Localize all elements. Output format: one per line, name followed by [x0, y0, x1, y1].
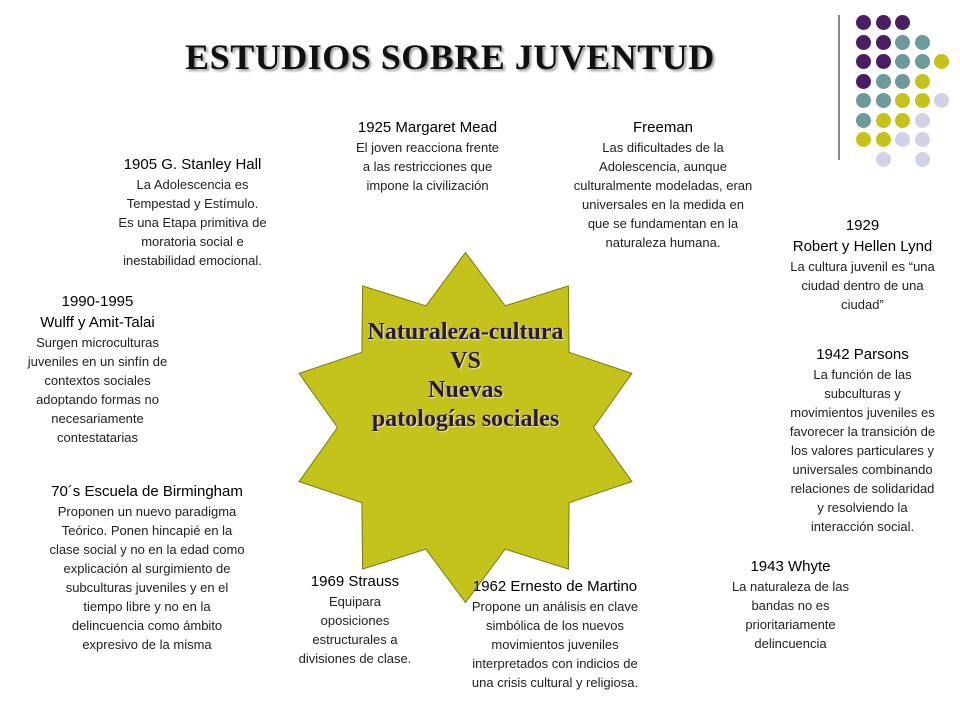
decorative-dot [876, 93, 891, 108]
decorative-dot [856, 35, 871, 50]
decorative-dot [915, 132, 930, 147]
item-hall-body-3: Es una Etapa primitiva de [118, 215, 267, 230]
decorative-dot [895, 132, 910, 147]
item-birmingham-heading: 70´s Escuela de Birmingham [51, 483, 243, 500]
item-parsons-heading: 1942 Parsons [816, 346, 909, 363]
decorative-dot [856, 93, 871, 108]
decorative-dot [934, 54, 949, 69]
decorative-dot [915, 35, 930, 50]
item-martino [440, 576, 670, 692]
decorative-divider [838, 15, 840, 160]
item-strauss-body-3: estructurales a [312, 632, 398, 647]
decorative-dot [876, 35, 891, 50]
central-line-4: patologías sociales [371, 406, 560, 432]
item-parsons-body-4: favorecer la transición de [789, 424, 936, 439]
decorative-dot [876, 132, 891, 147]
decorative-dot [856, 54, 871, 69]
item-wulff-year: 1990-1995 [61, 293, 134, 310]
item-freeman-body-2: Adolescencia, aunque [599, 159, 727, 174]
item-wulff-body-3: contextos sociales [44, 373, 151, 388]
item-birmingham-body-1: Proponen un nuevo paradigma [57, 504, 237, 519]
item-parsons-body-6: universales combinando [792, 462, 933, 477]
item-hall-heading: 1905 G. Stanley Hall [123, 156, 262, 173]
item-wulff-heading: Wulff y Amit-Talai [40, 314, 155, 331]
item-birmingham-body-8: expresivo de la misma [82, 637, 212, 652]
decorative-dot [876, 54, 891, 69]
central-line-3: Nuevas [428, 377, 503, 403]
decorative-dot [915, 152, 930, 167]
item-birmingham-body-3: clase social y no en la edad como [49, 542, 245, 557]
item-parsons [770, 344, 955, 536]
decorative-dot [895, 15, 910, 30]
central-line-2: VS [450, 348, 481, 374]
central-line-1: Naturaleza-cultura [367, 319, 564, 345]
decorative-dot [876, 152, 891, 167]
decorative-dot [915, 54, 930, 69]
item-wulff-body-5: necesariamente [51, 411, 144, 426]
item-parsons-body-5: los valores particulares y [790, 443, 935, 458]
item-parsons-body-2: subculturas y [824, 386, 901, 401]
item-lynd-heading: Robert y Hellen Lynd [792, 238, 933, 255]
item-strauss-heading: 1969 Strauss [310, 573, 400, 590]
item-hall [95, 154, 290, 270]
decorative-dot [915, 113, 930, 128]
item-mead-body-1: El joven reacciona frente [355, 140, 500, 155]
item-birmingham-body-2: Teórico. Ponen hincapié en la [61, 523, 233, 538]
item-wulff-body-1: Surgen microculturas [36, 335, 159, 350]
item-whyte-body-4: delincuencia [754, 636, 827, 651]
item-birmingham-body-4: explicación al surgimiento de [63, 561, 231, 576]
item-mead [330, 117, 525, 195]
item-wulff-body-4: adoptando formas no [36, 392, 159, 407]
item-wulff [5, 291, 190, 447]
decorative-dot [895, 35, 910, 50]
item-lynd-body-3: ciudad” [841, 297, 884, 312]
decorative-dot [895, 54, 910, 69]
item-freeman-body-6: naturaleza humana. [605, 235, 721, 250]
item-martino-body-3: movimientos juveniles [491, 637, 619, 652]
central-concept [288, 318, 643, 434]
item-birmingham-body-5: subculturas juveniles y en el [65, 580, 229, 595]
decorative-dot [895, 93, 910, 108]
item-freeman-body-3: culturalmente modeladas, eran [573, 178, 753, 193]
item-hall-body-5: inestabilidad emocional. [123, 253, 262, 268]
item-martino-body-4: interpretados con indicios de [472, 656, 638, 671]
item-lynd-body-2: ciudad dentro de una [801, 278, 924, 293]
item-martino-body-1: Propone un análisis en clave [471, 599, 639, 614]
item-wulff-body-2: juveniles en un sinfín de [27, 354, 168, 369]
item-parsons-body-7: relaciones de solidaridad [790, 481, 935, 496]
item-freeman-body-5: que se fundamentan en la [587, 216, 739, 231]
item-birmingham-body-7: delincuencia como ámbito [71, 618, 223, 633]
decorative-dot [876, 113, 891, 128]
item-parsons-body-3: movimientos juveniles es [790, 405, 935, 420]
item-parsons-body-8: y resolviendo la [817, 500, 908, 515]
item-strauss-body-1: Equipara [328, 594, 382, 609]
item-lynd-year: 1929 [845, 217, 880, 234]
decorative-dot [895, 113, 910, 128]
item-whyte [703, 556, 878, 653]
decorative-dot [915, 93, 930, 108]
decorative-dot [876, 15, 891, 30]
item-martino-body-5: una crisis cultural y religiosa. [471, 675, 639, 690]
item-whyte-body-1: La naturaleza de las [731, 579, 850, 594]
item-strauss-body-4: divisiones de clase. [298, 651, 412, 666]
item-parsons-body-9: interacción social. [810, 519, 915, 534]
item-birmingham [22, 481, 272, 654]
item-hall-body-4: moratoria social e [141, 234, 244, 249]
item-freeman-body-1: Las dificultades de la [602, 140, 724, 155]
item-whyte-heading: 1943 Whyte [750, 558, 831, 575]
decorative-dot [895, 74, 910, 89]
item-strauss [280, 571, 430, 668]
item-hall-body-1: La Adolescencia es [136, 177, 249, 192]
item-birmingham-body-6: tiempo libre y no en la [83, 599, 211, 614]
item-freeman-heading: Freeman [632, 119, 694, 136]
item-parsons-body-1: La función de las [813, 367, 912, 382]
item-mead-heading: 1925 Margaret Mead [357, 119, 498, 136]
item-mead-body-3: impone la civilización [366, 178, 489, 193]
item-whyte-body-2: bandas no es [751, 598, 830, 613]
decorative-dot [915, 74, 930, 89]
item-martino-heading: 1962 Ernesto de Martino [472, 578, 638, 595]
item-strauss-body-2: oposiciones [320, 613, 390, 628]
decorative-dot [934, 93, 949, 108]
page-title: ESTUDIOS SOBRE JUVENTUD [185, 37, 715, 77]
item-lynd-body-1: La cultura juvenil es “una [790, 259, 935, 274]
item-martino-body-2: simbólica de los nuevos [485, 618, 625, 633]
item-lynd [770, 215, 955, 314]
item-freeman-body-4: universales en la medida en [582, 197, 744, 212]
decorative-dot [876, 74, 891, 89]
item-freeman [548, 117, 778, 252]
decorative-dot [856, 132, 871, 147]
item-whyte-body-3: prioritariamente [745, 617, 836, 632]
item-mead-body-2: a las restricciones que [362, 159, 493, 174]
item-wulff-body-6: contestatarias [57, 430, 138, 445]
decorative-dot [856, 113, 871, 128]
decorative-dot [856, 15, 871, 30]
decorative-dot [856, 74, 871, 89]
item-hall-body-2: Tempestad y Estímulo. [126, 196, 259, 211]
